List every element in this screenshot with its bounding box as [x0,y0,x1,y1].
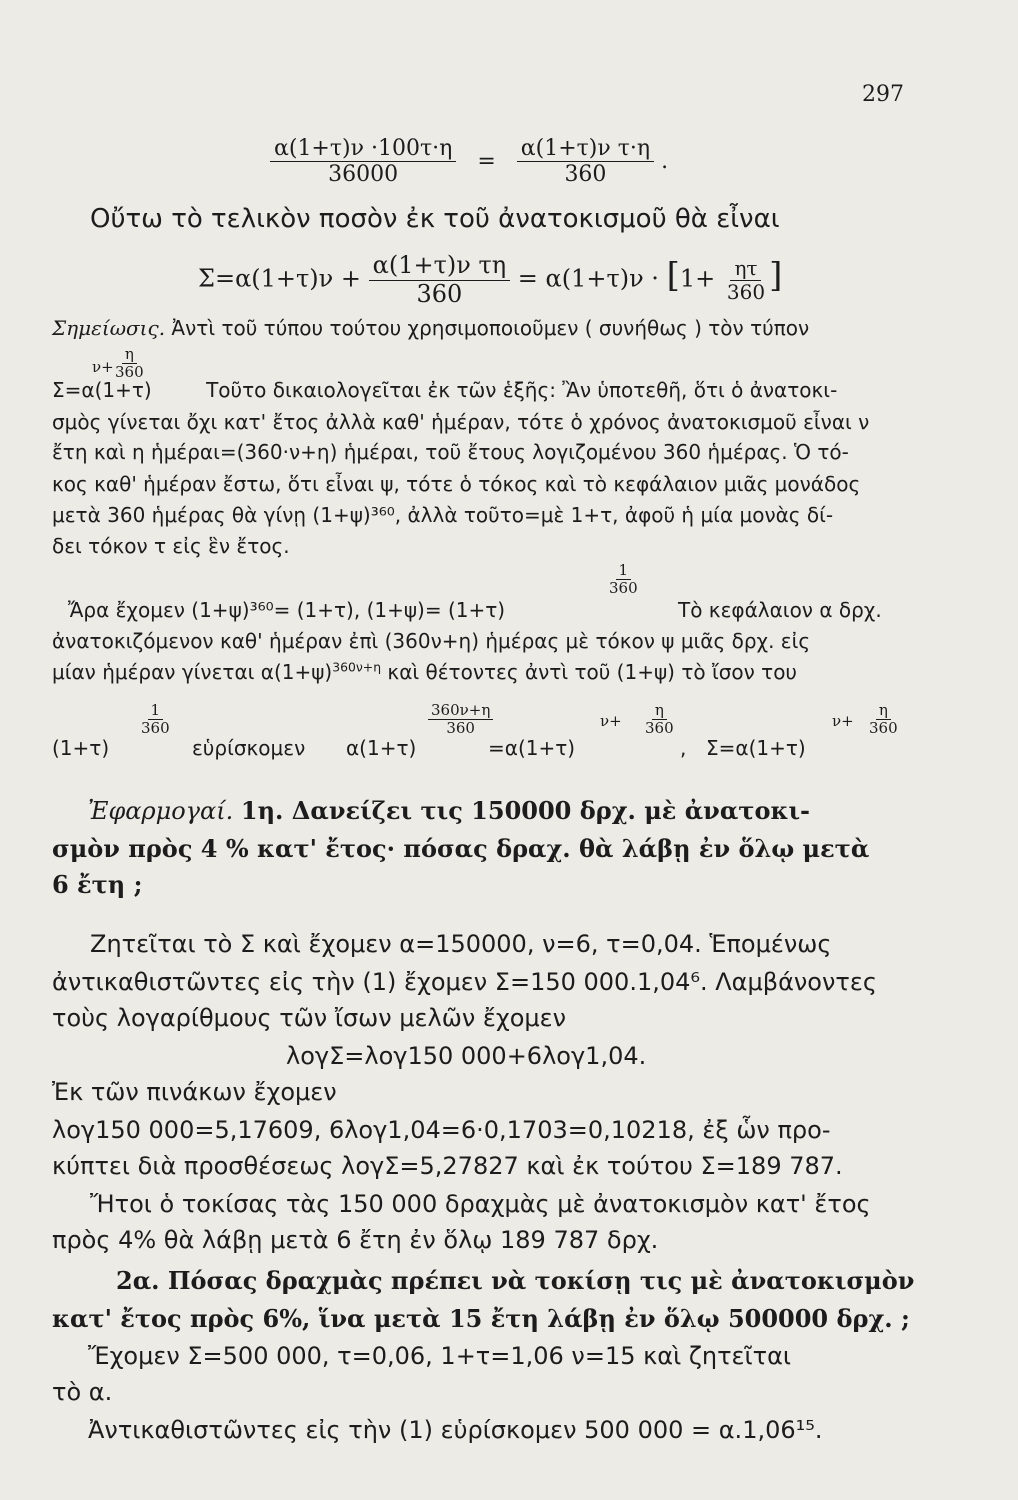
note-line-7: δει τόκον τ εἰς ἓν ἔτος. [52,534,290,558]
fraction-numerator: 360ν+η [428,702,493,720]
exponent-4-v: ν+ [832,712,854,730]
note-line-11-e: , [680,736,687,760]
fraction-denominator: 360 [115,362,144,381]
fraction-denominator: 360 [446,718,475,737]
solution-1-line-6: λογ150 000=5,17609, 6λογ1,04=6·0,1703=0,10218, ἐξ ὧν προ- [52,1116,831,1144]
application-1-line-2: σμὸν πρὸς 4 % κατ' ἔτος· πόσας δραχ. θὰ λάβῃ ἐν ὅλῳ μετὰ [52,834,870,863]
application-1-title: 1η. Δανείζει τις 150000 δρχ. μὲ ἀνατοκι- [240,796,811,825]
exponent-fraction-1 [138,702,173,736]
note-line-5: κος καθ' ἡμέραν ἔστω, ὅτι εἶναι ψ, τότε ὁ τόκος καὶ τὸ κεφάλαιον μιᾶς μονάδος [52,472,861,496]
formula-exponent-fraction [112,346,147,380]
note-line-6: μετὰ 360 ἡμέρας θὰ γίνῃ (1+ψ)³⁶⁰, ἀλλὰ τοῦτο=μὲ 1+τ, ἀφοῦ ἡ μία μονὰς δί- [52,503,834,527]
note-line-10-end: καὶ θέτοντες ἀντὶ τοῦ (1+ψ) τὸ ἴσον του [387,660,798,684]
note-line-4: ἔτη καὶ η ἡμέραι=(360·ν+η) ἡμέραι, τοῦ ἔτους λογιζομένου 360 ἡμέρας. Ὁ τό- [52,440,849,464]
root-exponent-fraction [606,562,641,596]
equation-period: . [661,148,669,174]
note-formula: Σ=α(1+τ) [52,378,152,402]
equals-sign: = [477,148,496,174]
solution-1-line-2: ἀντικαθιστῶντες εἰς τὴν (1) ἔχομεν Σ=150 000.1,04⁶. Λαμβάνοντες [52,968,877,996]
solution-1-line-7: κύπτει διὰ προσθέσεως λογΣ=5,27827 καὶ ἐκ τούτου Σ=189 787. [52,1152,843,1180]
fraction-numerator: ητ [730,257,761,281]
fraction-numerator: 1 [616,562,632,580]
fraction-denominator: 360 [564,162,607,188]
fraction-denominator: 360 [726,279,766,304]
fraction-denominator: 360 [645,718,674,737]
note-line-11-a: (1+τ) [52,736,110,760]
note-line-11-d: =α(1+τ) [488,736,576,760]
bracket-close: ] [769,255,783,296]
fraction-numerator: η [652,702,667,720]
note-line-8: Ἄρα ἔχομεν (1+ψ)³⁶⁰= (1+τ), (1+ψ)= (1+τ) [68,598,506,622]
fraction-denominator: 360 [609,578,638,597]
application-2-line-1: 2α. Πόσας δραχμὰς πρέπει νὰ τοκίσῃ τις μὲ ἀνατοκισμὸν [116,1266,915,1295]
equation-lhs: Σ=α(1+τ)ν + [198,264,361,293]
note-line-1 [52,316,809,340]
note-line-3: σμὸς γίνεται ὄχι κατ' ἔτος ἀλλὰ καθ' ἡμέραν, τότε ὁ χρόνος ἀνατοκισμοῦ εἶναι ν [52,410,870,434]
fraction-right [517,136,654,188]
note-line-8-end: Τὸ κεφάλαιον α δρχ. [678,598,882,622]
note-line-9: ἀνατοκιζόμενον καθ' ἡμέραν ἐπὶ (360ν+η) ἡμέρας μὲ τόκον ψ μιᾶς δρχ. εἰς [52,629,811,653]
equation-middle: = α(1+τ)ν · [517,264,659,293]
bracket-open: [ [666,255,680,296]
solution-2-line-1: Ἔχομεν Σ=500 000, τ=0,06, 1+τ=1,06 ν=15 καὶ ζητεῖται [88,1342,792,1370]
solution-1-line-3: τοὺς λογαρίθμους τῶν ἴσων μελῶν ἔχομεν [52,1004,567,1032]
solution-1-log-equation: λογΣ=λογ150 000+6λογ1,04. [286,1042,647,1070]
page-number: 297 [862,82,904,107]
solution-1-line-5: Ἐκ τῶν πινάκων ἔχομεν [52,1078,337,1106]
fraction-denominator: 360 [869,718,898,737]
note-label: Σημείωσις. [52,316,166,340]
note-line-10 [52,660,797,684]
fraction-numerator: η [876,702,891,720]
solution-2-line-3: Ἀντικαθιστῶντες εἰς τὴν (1) εὑρίσκομεν 500 000 = α.1,06¹⁵. [88,1416,823,1444]
fraction-denominator: 360 [141,718,170,737]
fraction-numerator: α(1+τ)ν ·100τ·η [270,136,456,162]
fraction-numerator: α(1+τ)ν τη [369,252,510,281]
note-line-11-f: Σ=α(1+τ) [706,736,806,760]
fraction-bracket [723,257,769,304]
application-2-line-2: κατ' ἔτος πρὸς 6%, ἵνα μετὰ 15 ἔτη λάβῃ ἐν ὅλῳ 500000 δρχ. ; [52,1304,910,1333]
solution-1-line-9: πρὸς 4% θὰ λάβῃ μετὰ 6 ἔτη ἐν ὅλῳ 189 787 δρχ. [52,1226,659,1254]
note-text: Ἀντὶ τοῦ τύπου τούτου χρησιμοποιοῦμεν ( συνήθως ) τὸν τύπον [171,316,810,340]
one-plus: 1+ [679,264,716,293]
note-line-2 [52,378,837,402]
application-1-line-3: 6 ἔτη ; [52,870,143,899]
intro-line: Οὔτω τὸ τελικὸν ποσὸν ἐκ τοῦ ἀνατοκισμοῦ θὰ εἶναι [90,204,780,234]
fraction-denominator: 360 [416,279,463,308]
fraction-numerator: η [122,346,137,364]
note-line-10-start: μίαν ἡμέραν γίνεται α(1+ψ) [52,660,333,684]
solution-1-line-8: Ἤτοι ὁ τοκίσας τὰς 150 000 δραχμὰς μὲ ἀνατοκισμὸν κατ' ἔτος [90,1190,871,1218]
exponent-fraction-2 [428,702,493,736]
equation-daily-interest [270,136,668,188]
solution-2-line-2: τὸ α. [52,1378,113,1406]
note-line-11-c: α(1+τ) [346,736,417,760]
equation-final-amount [198,252,782,308]
exponent-fraction-4 [866,702,901,736]
exponent-3-v: ν+ [600,712,622,730]
applications-label: Ἐφαρμογαί. [88,797,234,825]
solution-1-line-1: Ζητεῖται τὸ Σ καὶ ἔχομεν α=150000, ν=6, τ=0,04. Ἑπομένως [90,930,832,958]
fraction-interest [369,252,510,308]
fraction-left [270,136,456,188]
exponent-fraction-3 [642,702,677,736]
fraction-numerator: 1 [148,702,164,720]
fraction-numerator: α(1+τ)ν τ·η [517,136,654,162]
note-line-10-exponent: 360ν+η [332,659,382,675]
fraction-denominator: 36000 [328,162,399,188]
formula-exponent-v: ν+ [92,358,114,376]
note-justification: Τοῦτο δικαιολογεῖται ἐκ τῶν ἑξῆς: Ἂν ὑποτεθῆ, ὅτι ὁ ἀνατοκι- [206,378,838,402]
application-1-line-1 [88,796,810,825]
note-line-11-b: εὑρίσκομεν [192,736,306,760]
